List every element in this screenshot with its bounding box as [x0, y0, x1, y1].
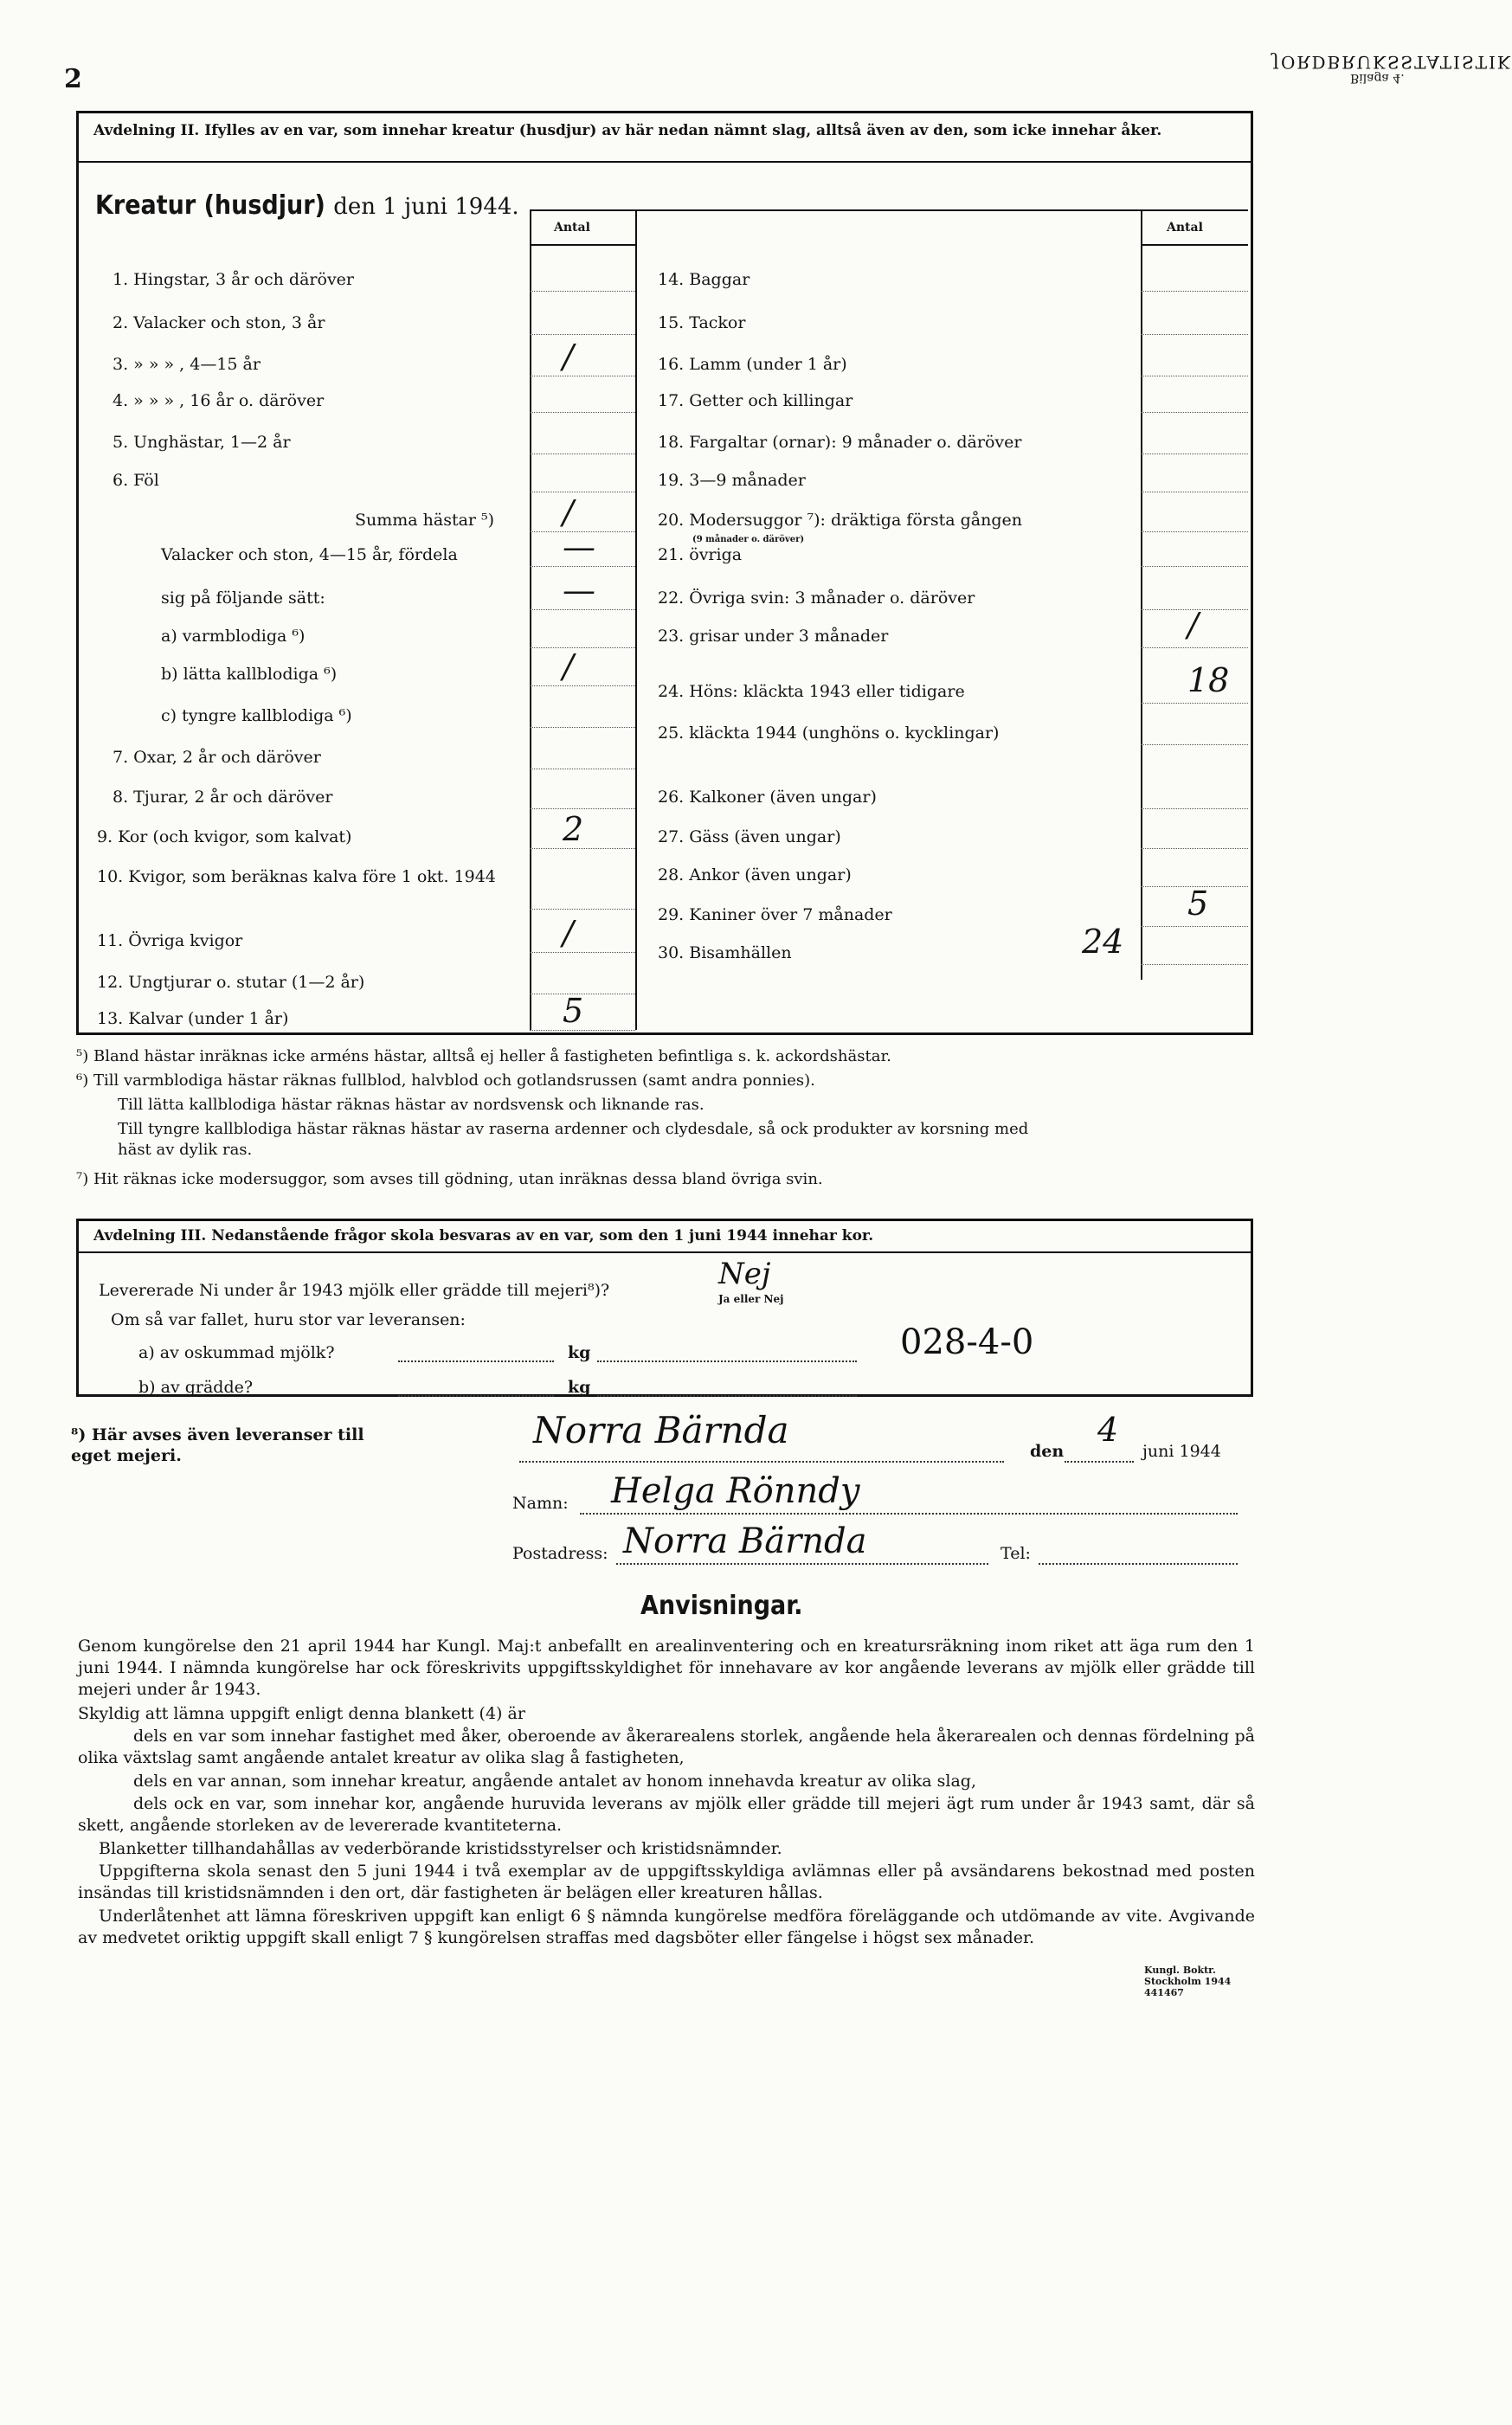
- b-dots-2: [597, 1395, 857, 1397]
- right-row-leader: [1141, 964, 1248, 965]
- note-8: ⁸) Här avses även leveranser till eget mejeri.: [71, 1425, 364, 1465]
- right-row-label: 28. Ankor (även ungar): [658, 865, 852, 884]
- right-row-leader: [1141, 744, 1248, 745]
- footnote-6: ⁶) Till varmblodiga hästar räknas fullblod, halvblod och gotlandsrussen (samt andra ponnies).: [76, 1071, 815, 1090]
- section2-heading: Avdelning II. Ifylles av en var, som innehar kreatur (husdjur) av här nedan nämnt slag, alltså även av den, som icke innehar åker.: [93, 122, 1162, 139]
- instr-para-1: Genom kungörelse den 21 april 1944 har Kungl. Maj:t anbefallt en arealinventering och en kreatursräkning inom riket att äga rum den 1 juni 1944. I nämnda kungörelse har ock föreskrivits uppgiftsskyldighet för innehavare av kor angående leverans av mjölk eller grädde till mejeri under år 1943.: [78, 1637, 1255, 1699]
- right-row-label: 29. Kaniner över 7 månader: [658, 905, 892, 924]
- right-row-leader: [1141, 647, 1248, 648]
- instr-para-5: dels ock en var, som innehar kor, angående huruvida leverans av mjölk eller grädde till mejeri ägt rum under år 1943 samt, där så skett, angående storleken av de levererade kvantiteterna.: [78, 1794, 1255, 1835]
- section2-heading-rule: [76, 161, 1251, 163]
- right-row-label: 24. Höns: kläckta 1943 eller tidigare: [658, 682, 965, 701]
- left-row-label: Summa hästar ⁵): [355, 511, 495, 530]
- den-label: den: [1030, 1442, 1065, 1461]
- left-row-value: /: [563, 914, 574, 952]
- right-row-label: 16. Lamm (under 1 år): [658, 355, 847, 374]
- instr-para-8: Underlåtenhet att lämna föreskriven uppgift kan enligt 6 § nämnda kungörelse medföra föreläggande och utdömande av vite. Avgivande av medvetet oriktig uppgift skall enligt 7 § kungörelsen straffas med dagsböter eller fängelse i högst sex månader.: [78, 1907, 1255, 1947]
- right-row-label: 27. Gäss (även ungar): [658, 827, 841, 846]
- instr-para-2: Skyldig att lämna uppgift enligt denna blankett (4) är: [78, 1704, 525, 1723]
- footnote-6b: Till lätta kallblodiga hästar räknas hästar av nordsvensk och liknande ras.: [118, 1096, 705, 1114]
- right-row-label: 25. kläckta 1944 (unghöns o. kycklingar): [658, 724, 1000, 743]
- right-row-label: 30. Bisamhällen: [658, 943, 792, 962]
- left-row-leader: [530, 453, 635, 454]
- left-row-label: 9. Kor (och kvigor, som kalvat): [97, 827, 352, 846]
- left-row-label: 2. Valacker och ston, 3 år: [113, 313, 325, 332]
- left-row-leader: [530, 808, 635, 809]
- right-row-label: 20. Modersuggor ⁷): dräktiga första gången: [658, 511, 1022, 530]
- right-row-value: /: [1187, 606, 1199, 644]
- name-handwritten: Helga Rönndy: [611, 1471, 860, 1511]
- q2-label: Om så var fallet, huru stor var leveransen:: [111, 1310, 466, 1329]
- day-dots: [1065, 1461, 1134, 1463]
- footnote-7: ⁷) Hit räknas icke modersuggor, som avses till gödning, utan inräknas dessa bland övriga svin.: [76, 1170, 823, 1188]
- right-row-label: 22. Övriga svin: 3 månader o. däröver: [658, 589, 975, 608]
- code-handwritten: 028-4-0: [900, 1322, 1034, 1362]
- antal-header-left: Antal: [554, 221, 590, 235]
- left-row-value: —: [563, 528, 595, 566]
- place-dots: [519, 1461, 1004, 1463]
- footnote-6c: Till tyngre kallblodiga hästar räknas hästar av raserna ardenner och clydesdale, så ock produkter av korsning med: [118, 1120, 1029, 1138]
- left-row-label: b) lätta kallblodiga ⁶): [161, 665, 338, 684]
- b-dots: [398, 1395, 554, 1397]
- q1-answer: Nej: [718, 1257, 771, 1291]
- right-row-value: 5: [1187, 884, 1209, 923]
- right-row-label: 14. Baggar: [658, 270, 750, 289]
- mirrored-header-line1: JORDBRUKSSTATISTIK: [1272, 52, 1512, 73]
- left-row-leader: [530, 412, 635, 413]
- printer-mark: Kungl. Boktr. Stockholm 1944 441467: [1144, 1965, 1232, 1998]
- place-handwritten: Norra Bärnda: [533, 1409, 789, 1451]
- left-row-label: 13. Kalvar (under 1 år): [97, 1009, 289, 1028]
- mirrored-header-line2: Bilaga 4.: [1350, 71, 1405, 85]
- right-row-label: 26. Kalkoner (även ungar): [658, 788, 877, 807]
- a-unit: kg: [568, 1343, 591, 1362]
- left-col-line-1: [530, 209, 531, 1030]
- left-row-value: 2: [563, 810, 584, 848]
- right-row-label: 15. Tackor: [658, 313, 746, 332]
- postadress-dots: [616, 1563, 988, 1565]
- a-label: a) av oskummad mjölk?: [138, 1343, 335, 1362]
- right-row-leader: [1141, 291, 1248, 292]
- name-label: Namn:: [512, 1494, 569, 1513]
- left-row-value: 5: [563, 992, 584, 1030]
- section3-heading-rule: [76, 1251, 1251, 1253]
- tel-label: Tel:: [1000, 1544, 1031, 1563]
- postadress-label: Postadress:: [512, 1544, 608, 1563]
- right-row-label: 18. Fargaltar (ornar): 9 månader o. däröver: [658, 433, 1022, 452]
- left-row-leader: [530, 727, 635, 728]
- month-year: juni 1944: [1142, 1442, 1221, 1461]
- left-row-label: c) tyngre kallblodiga ⁶): [161, 706, 352, 725]
- footnote-5: ⁵) Bland hästar inräknas icke arméns hästar, alltså ej heller å fastigheten befintliga s. k. ackordshästar.: [76, 1047, 891, 1065]
- left-row-label: 4. » » » , 16 år o. däröver: [113, 391, 325, 410]
- right-row-leader: [1141, 703, 1248, 704]
- b-unit: kg: [568, 1378, 591, 1397]
- left-row-value: —: [563, 571, 595, 609]
- right-row-leader: [1141, 808, 1248, 809]
- left-row-label: 6. Föl: [113, 471, 159, 490]
- section3-heading: Avdelning III. Nedanstående frågor skola besvaras av en var, som den 1 juni 1944 innehar kor.: [93, 1227, 874, 1245]
- right-row-leader: [1141, 848, 1248, 849]
- instr-para-4: dels en var annan, som innehar kreatur, angående antalet av honom innehavda kreatur av olika slag,: [133, 1772, 976, 1791]
- b-label: b) av grädde?: [138, 1378, 254, 1397]
- right-row-leader: [1141, 453, 1248, 454]
- section2-box: [76, 111, 1253, 1035]
- left-row-label: 8. Tjurar, 2 år och däröver: [113, 788, 333, 807]
- left-row-leader: [530, 609, 635, 610]
- antal-header-right: Antal: [1167, 221, 1203, 235]
- left-row-value: /: [563, 338, 574, 376]
- tel-dots: [1039, 1563, 1238, 1565]
- right-row-leader: [1141, 412, 1248, 413]
- right-row-value: 18: [1187, 661, 1230, 699]
- section2-title: Kreatur (husdjur) den 1 juni 1944.: [95, 190, 519, 221]
- instructions-title: Anvisningar.: [640, 1591, 803, 1621]
- left-row-leader: [530, 647, 635, 648]
- right-row-value: 24: [1082, 923, 1124, 961]
- left-row-label: sig på följande sätt:: [161, 589, 325, 608]
- left-row-label: 5. Unghästar, 1—2 år: [113, 433, 291, 452]
- left-row-leader: [530, 1030, 635, 1031]
- left-row-label: 11. Övriga kvigor: [97, 931, 243, 950]
- right-row-label: 17. Getter och killingar: [658, 391, 853, 410]
- left-row-label: a) varmblodiga ⁶): [161, 627, 306, 646]
- right-row-label: 19. 3—9 månader: [658, 471, 806, 490]
- antal-left-rule: [530, 244, 635, 246]
- left-row-label: 12. Ungtjurar o. stutar (1—2 år): [97, 973, 365, 992]
- left-row-label: 7. Oxar, 2 år och däröver: [113, 748, 321, 767]
- left-row-label: 10. Kvigor, som beräknas kalva före 1 okt. 1944: [97, 867, 496, 886]
- right-row-label: 23. grisar under 3 månader: [658, 627, 889, 646]
- right-col-line: [1141, 209, 1142, 980]
- left-col-line-2: [635, 209, 637, 1030]
- left-row-value: /: [563, 493, 574, 531]
- footnote-6d: häst av dylik ras.: [118, 1141, 253, 1159]
- left-row-leader: [530, 685, 635, 686]
- left-row-leader: [530, 952, 635, 953]
- name-dots: [580, 1513, 1238, 1515]
- page-number: 2: [64, 64, 82, 94]
- right-row-label: 21. övriga: [658, 545, 743, 564]
- instr-para-3: dels en var som innehar fastighet med åker, oberoende av åkerarealens storlek, angående hela åkerarealen och dennas fördelning på olika växtslag samt angående antalet kreatur av olika slag å fastigheten,: [78, 1727, 1255, 1767]
- a-dots-2: [597, 1360, 857, 1362]
- instr-para-7: Uppgifterna skola senast den 5 juni 1944 i två exemplar av de uppgiftsskyldiga avlämnas eller på avsändarens bekostnad med posten insändas till kristidsnämnden i den ort, där fastigheten är belägen eller kreaturen hållas.: [78, 1862, 1255, 1902]
- section3-box: [76, 1219, 1253, 1397]
- note-20-sub: (9 månader o. däröver): [692, 535, 805, 544]
- left-row-label: 1. Hingstar, 3 år och däröver: [113, 270, 355, 289]
- right-row-leader: [1141, 531, 1248, 532]
- left-row-label: Valacker och ston, 4—15 år, fördela: [161, 545, 458, 564]
- left-row-leader: [530, 291, 635, 292]
- day-handwritten: 4: [1097, 1411, 1119, 1449]
- right-row-leader: [1141, 334, 1248, 335]
- left-row-leader: [530, 334, 635, 335]
- instr-para-6: Blanketter tillhandahållas av vederbörande kristidsstyrelser och kristidsnämnder.: [99, 1839, 782, 1858]
- left-row-leader: [530, 566, 635, 567]
- postadress-handwritten: Norra Bärnda: [623, 1521, 867, 1561]
- q1-hint: Ja eller Nej: [718, 1293, 784, 1305]
- left-row-leader: [530, 909, 635, 910]
- right-row-leader: [1141, 926, 1248, 927]
- left-row-label: 3. » » » , 4—15 år: [113, 355, 261, 374]
- a-dots: [398, 1360, 554, 1362]
- right-row-leader: [1141, 566, 1248, 567]
- q1-label: Levererade Ni under år 1943 mjölk eller grädde till mejeri⁸)?: [99, 1281, 610, 1300]
- left-row-leader: [530, 848, 635, 849]
- left-row-value: /: [563, 647, 574, 685]
- antal-right-rule: [1141, 244, 1248, 246]
